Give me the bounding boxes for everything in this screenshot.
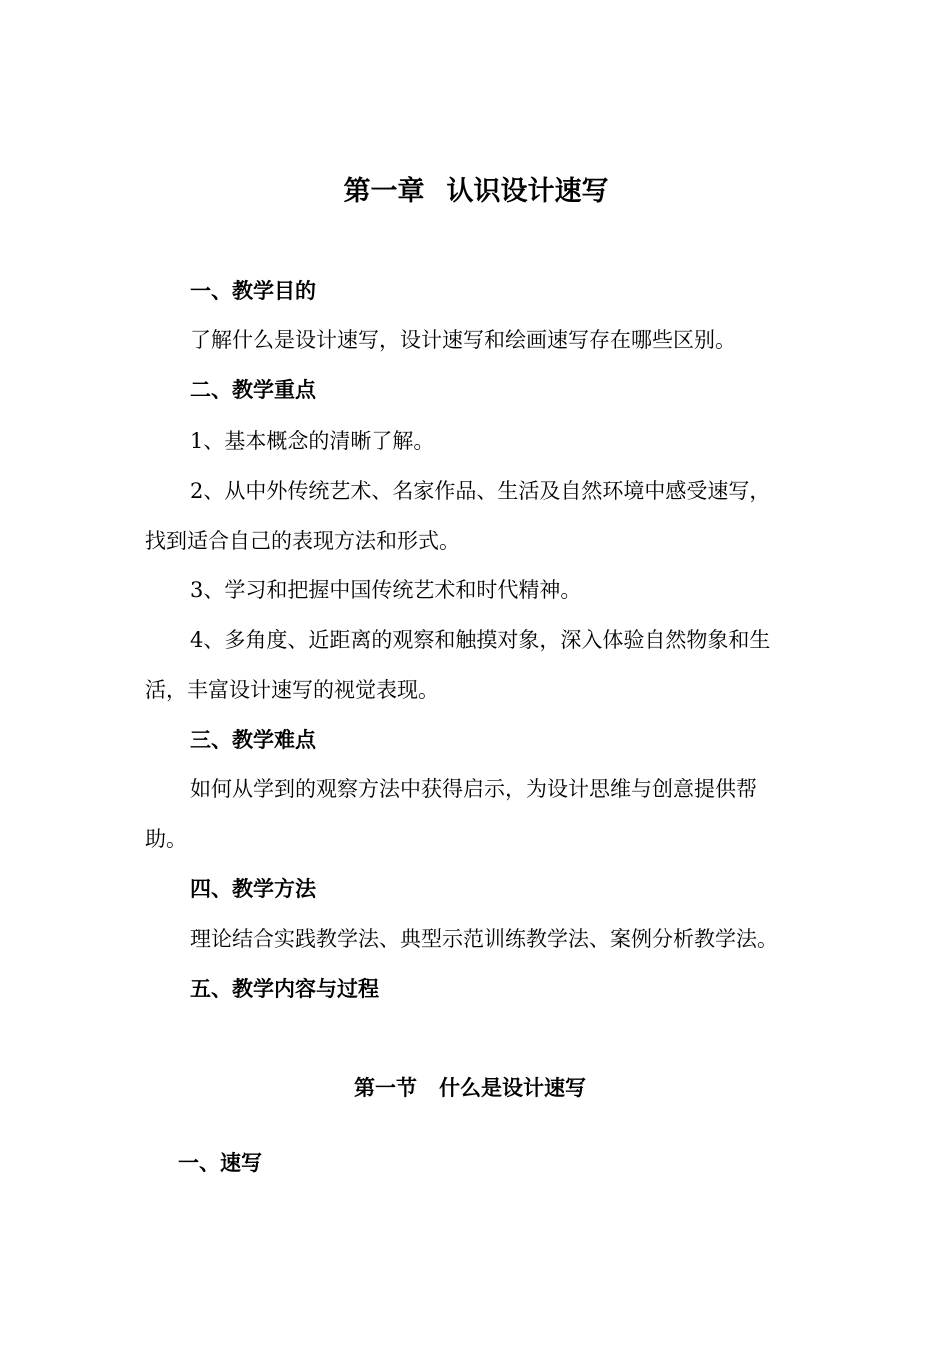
section-number: 第一节	[354, 1076, 417, 1100]
section-title	[0, 1073, 940, 1103]
method-text: 理论结合实践教学法、典型示范训练教学法、案例分析教学法。	[190, 927, 778, 951]
key-point-1: 1、基本概念的清晰了解。	[190, 429, 435, 453]
key-point-4-line-2: 活，丰富设计速写的视觉表现。	[145, 678, 439, 702]
difficulty-heading: 三、教学难点	[190, 728, 316, 752]
key-point-2-line-1: 2、从中外传统艺术、名家作品、生活及自然环境中感受速写，	[190, 479, 771, 503]
difficulty-line-1: 如何从学到的观察方法中获得启示，为设计思维与创意提供帮	[190, 777, 757, 801]
section-name: 什么是设计速写	[439, 1076, 586, 1100]
chapter-number: 第一章	[343, 176, 425, 207]
key-point-3: 3、学习和把握中国传统艺术和时代精神。	[190, 578, 582, 602]
key-point-4-line-1: 4、多角度、近距离的观察和触摸对象，深入体验自然物象和生	[190, 628, 771, 652]
objective-heading: 一、教学目的	[190, 279, 316, 303]
key-points-heading: 二、教学重点	[190, 378, 316, 402]
objective-text: 了解什么是设计速写，设计速写和绘画速写存在哪些区别。	[190, 328, 736, 352]
chapter-title	[0, 174, 952, 210]
method-heading: 四、教学方法	[190, 877, 316, 901]
content-heading: 五、教学内容与过程	[190, 977, 379, 1001]
key-point-2-line-2: 找到适合自己的表现方法和形式。	[145, 529, 460, 553]
difficulty-line-2: 助。	[145, 827, 187, 851]
subsection-heading: 一、速写	[178, 1151, 262, 1175]
chapter-name: 认识设计速写	[446, 176, 609, 207]
